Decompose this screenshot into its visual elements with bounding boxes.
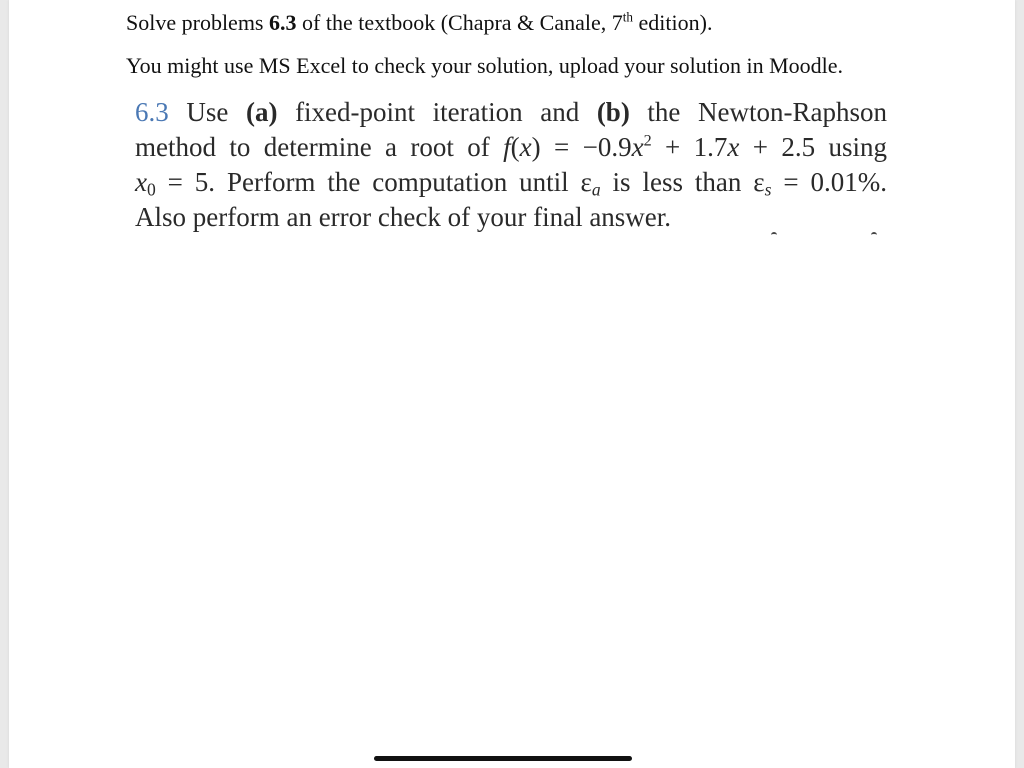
instruction-line-1 — [126, 10, 712, 36]
scan-artifact-mark — [871, 232, 877, 237]
instruction-line-2: You might use MS Excel to check your solution, upload your solution in Moodle. — [126, 53, 844, 78]
problem-line-2 — [135, 130, 887, 165]
subscript: s — [764, 179, 772, 200]
instruction-prefix: Solve problems — [126, 10, 269, 35]
instruction-middle: of the textbook (Chapra & Canale, 7 — [296, 10, 623, 35]
instruction-suffix: edition). — [633, 10, 713, 35]
part-b-label: (b) — [596, 97, 630, 127]
scan-artifact-mark — [771, 232, 777, 237]
subscript: a — [591, 179, 601, 200]
part-a-label: (a) — [245, 97, 278, 127]
problem-text: the Newton-Raphson — [629, 97, 887, 127]
problem-text: ( — [510, 132, 520, 162]
edition-superscript: th — [622, 9, 634, 25]
problem-line-1 — [135, 95, 887, 130]
problem-reference: 6.3 — [269, 10, 297, 35]
variable-x: x — [727, 132, 740, 162]
problem-text: Use — [168, 97, 246, 127]
problem-line-4: Also perform an error check of your final answer. — [135, 202, 672, 232]
problem-text: = 5. Perform the computation until ε — [155, 167, 592, 197]
problem-text: + 1.7 — [651, 132, 728, 162]
problem-text: = 0.01%. — [771, 167, 887, 197]
variable-x: x — [631, 132, 644, 162]
variable-x: x — [135, 167, 147, 197]
problem-text: method to determine a root of — [135, 132, 504, 162]
problem-statement — [135, 95, 887, 235]
problem-text: is less than ε — [600, 167, 765, 197]
variable-x: x — [519, 132, 532, 162]
problem-text: + 2.5 using — [739, 132, 887, 162]
problem-number: 6.3 — [135, 97, 169, 127]
document-page — [9, 0, 1015, 768]
problem-text: ) = −0.9 — [531, 132, 632, 162]
problem-text: fixed-point iteration and — [277, 97, 597, 127]
exponent: 2 — [643, 131, 652, 150]
problem-line-3 — [135, 165, 887, 200]
home-indicator-bar[interactable] — [374, 756, 632, 761]
function-symbol: f — [503, 132, 511, 162]
subscript: 0 — [146, 179, 156, 200]
